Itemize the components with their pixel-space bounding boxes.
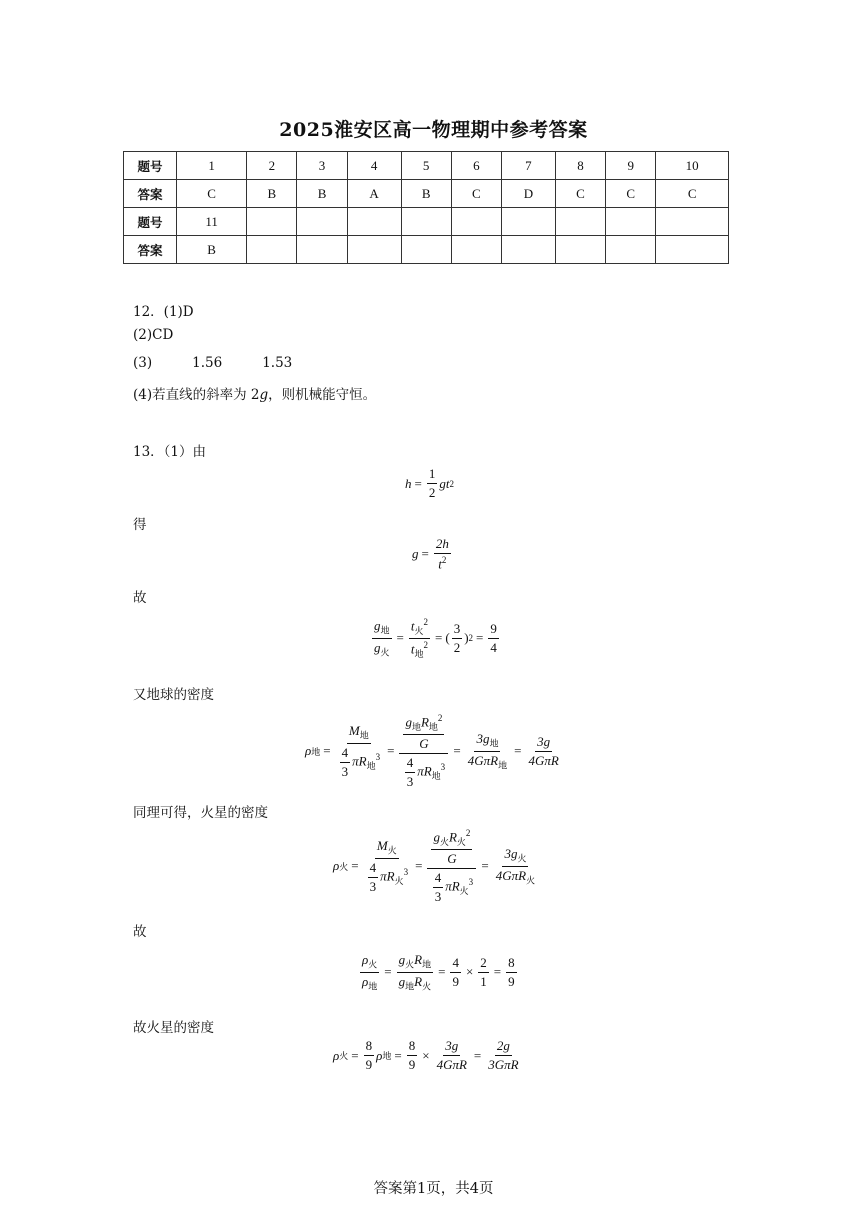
- table-cell: [606, 236, 656, 264]
- table-cell: [501, 236, 555, 264]
- table-row: [124, 180, 729, 208]
- q13-density-mars-label: 同理可得，火星的密度: [133, 805, 268, 821]
- table-cell: [555, 208, 605, 236]
- equation-density-ratio: $\frac{\rho_火}{\rho_地}$ = $\frac{g_火R_地}{g_地R_火}$ = $\frac{4}{9}$ × $\frac{2}{1}$ = $\frac{8}{9}$: [362, 952, 515, 992]
- table-cell: B: [297, 180, 347, 208]
- table-row: [124, 152, 729, 180]
- table-cell: 10: [656, 152, 729, 180]
- q13-final-label: 故火星的密度: [133, 1020, 214, 1036]
- table-cell: [247, 208, 297, 236]
- table-cell: [347, 236, 401, 264]
- table-cell: C: [177, 180, 247, 208]
- q12-part3: [133, 355, 292, 371]
- table-cell: [656, 208, 729, 236]
- table-cell: 1: [177, 152, 247, 180]
- table-cell: [247, 236, 297, 264]
- table-cell: C: [555, 180, 605, 208]
- q13-gu2: 故: [133, 924, 147, 940]
- table-row: [124, 208, 729, 236]
- page-title: 2025淮安区高一物理期中参考答案: [279, 119, 588, 141]
- equation-mars-density-final: ρ 火 = $\frac{8}{9}$ ρ 地 = $\frac{8}{9}$ × $\frac{3g}{\text{4GπR}}$ = $\frac{2g}{\text{3GπR}}$: [333, 1038, 519, 1072]
- q12-part4: (4)若直线的斜率为 2g，则机械能守恒。: [133, 387, 377, 403]
- table-cell: B: [177, 236, 247, 264]
- table-cell: 2: [247, 152, 297, 180]
- q12-part1: 12．(1)D: [133, 304, 194, 320]
- q13-de: 得: [133, 517, 147, 533]
- table-cell: [297, 208, 347, 236]
- table-cell: [297, 236, 347, 264]
- q13-density-earth-label: 又地球的密度: [133, 687, 214, 703]
- table-cell: [451, 208, 501, 236]
- table-cell: C: [451, 180, 501, 208]
- equation-g: g = $\frac{2h}{t^2}$: [412, 536, 449, 572]
- table-cell: 3: [297, 152, 347, 180]
- table-cell: D: [501, 180, 555, 208]
- table-cell: [606, 208, 656, 236]
- table-cell: 5: [401, 152, 451, 180]
- table-cell: B: [247, 180, 297, 208]
- equation-free-fall: h = $\frac{1}{2}$ gt 2: [405, 466, 454, 500]
- equation-density-mars: ρ 火 = $M_火$ $\frac{4}{3}$ $\pi R_火^3$ = $\frac{g_火R_火^2}{G}$ $\frac{4}{3}$ $\pi R_火^3$ = $\frac{3g_火}{4G\pi R_火}$: [333, 828, 536, 904]
- row-header-answer: 答案: [124, 236, 177, 264]
- equation-density-earth: ρ 地 = $M_地$ $\frac{4}{3}$ $\pi R_地^3$ = $\frac{g_地R_地^2}{G}$ $\frac{4}{3}$ $\pi R_地^3$ = $\frac{3g_地}{4G\pi R_地}$ = $\frac{3g}{\text{4GπR}}$: [305, 713, 559, 789]
- table-cell: 8: [555, 152, 605, 180]
- table-cell: [451, 236, 501, 264]
- q12-part3-label: (3): [133, 355, 153, 371]
- table-cell: 6: [451, 152, 501, 180]
- table-cell: [555, 236, 605, 264]
- table-cell: B: [401, 180, 451, 208]
- row-header-question: 题号: [124, 152, 177, 180]
- q12-part2: (2)CD: [133, 327, 174, 343]
- table-row: [124, 236, 729, 264]
- table-cell: [347, 208, 401, 236]
- table-cell: C: [606, 180, 656, 208]
- table-cell: [501, 208, 555, 236]
- row-header-answer: 答案: [124, 180, 177, 208]
- equation-g-ratio: $\frac{g_地}{g_火}$ = $\frac{t_火^2}{t_地^2}$ = ( $\frac{3}{2}$ ) 2 = $\frac{9}{4}$: [374, 617, 497, 659]
- q13-gu1: 故: [133, 590, 147, 606]
- table-cell: [401, 208, 451, 236]
- page-footer: 答案第1页，共4页: [373, 1181, 494, 1197]
- q12-part3-value1: 1.56: [192, 355, 223, 371]
- q12-part3-value2: 1.53: [262, 355, 293, 371]
- table-cell: C: [656, 180, 729, 208]
- row-header-question: 题号: [124, 208, 177, 236]
- table-cell: 9: [606, 152, 656, 180]
- q13-intro: 13．（1）由: [133, 444, 207, 460]
- table-cell: [656, 236, 729, 264]
- answer-table: [123, 151, 729, 264]
- table-cell: 4: [347, 152, 401, 180]
- table-cell: A: [347, 180, 401, 208]
- table-cell: 11: [177, 208, 247, 236]
- table-cell: [401, 236, 451, 264]
- table-cell: 7: [501, 152, 555, 180]
